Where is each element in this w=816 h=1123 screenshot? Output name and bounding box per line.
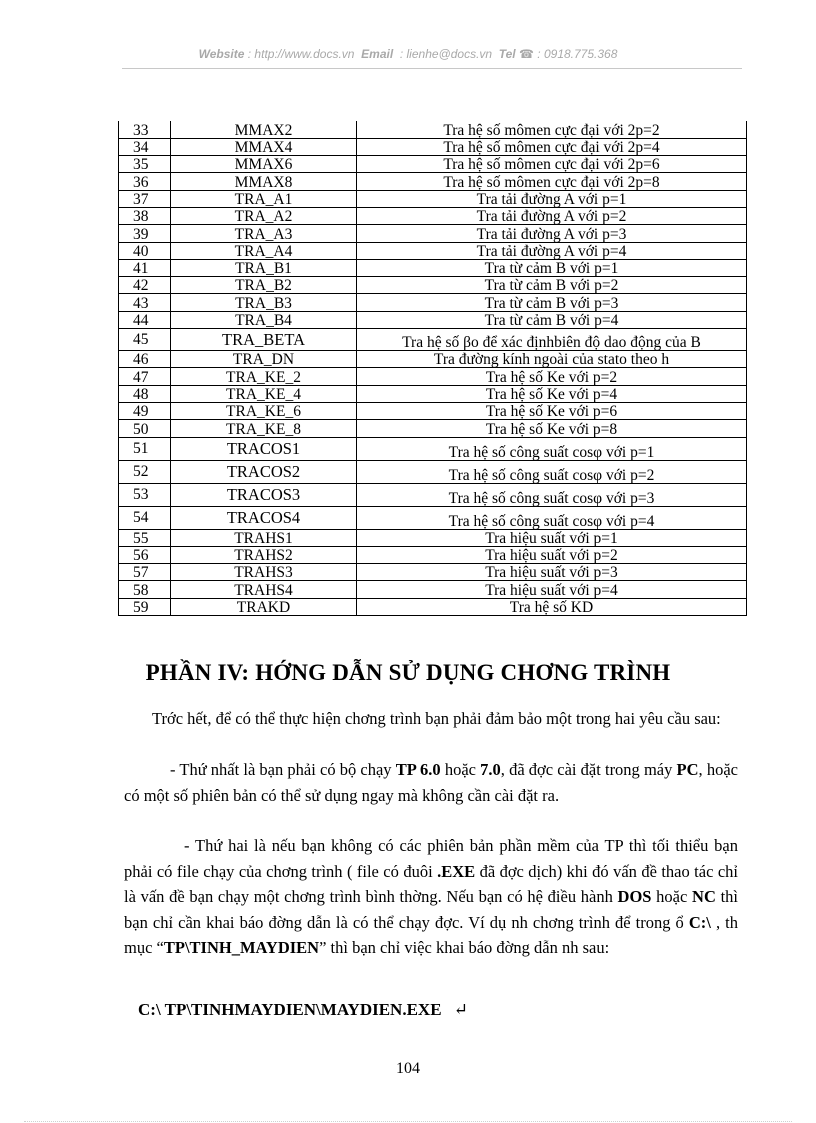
row-number: 37 [119, 190, 171, 207]
table-row [119, 546, 747, 563]
function-description: Tra hệ số mômen cực đại với 2p=8 [357, 173, 747, 190]
function-table [118, 121, 747, 616]
table-row [119, 368, 747, 385]
row-number: 58 [119, 581, 171, 598]
page-number: 104 [396, 1060, 420, 1077]
function-name: MMAX8 [171, 173, 357, 190]
row-number: 57 [119, 564, 171, 581]
function-name: MMAX6 [171, 156, 357, 173]
function-description: Tra tải đường A với p=2 [357, 207, 747, 224]
function-name: TRA_KE_8 [171, 420, 357, 437]
function-description: Tra từ cảm B với p=4 [357, 311, 747, 328]
function-description: Tra tải đường A với p=4 [357, 242, 747, 259]
function-name: TRA_A3 [171, 225, 357, 242]
function-description: Tra đường kính ngoài của stato theo h [357, 351, 747, 368]
function-name: TRA_KE_4 [171, 385, 357, 402]
function-description: Tra hệ số công suất cosφ với p=3 [357, 483, 747, 506]
function-description: Tra hiệu suất với p=1 [357, 529, 747, 546]
req2-text-c: hoặc [651, 887, 693, 906]
function-name: TRA_B4 [171, 311, 357, 328]
function-description: Tra hệ số Ke với p=8 [357, 420, 747, 437]
header-divider [122, 68, 742, 69]
function-description: Tra hệ số KD [357, 598, 747, 615]
table-row [119, 277, 747, 294]
table-row [119, 242, 747, 259]
req1-pc: PC [676, 760, 699, 779]
table-row [119, 598, 747, 615]
function-description: Tra tải đường A với p=1 [357, 190, 747, 207]
row-number: 47 [119, 368, 171, 385]
function-name: TRAHS1 [171, 529, 357, 546]
function-description: Tra hệ số Ke với p=2 [357, 368, 747, 385]
tel-label: Tel [498, 47, 516, 61]
table-row [119, 460, 747, 483]
row-number: 48 [119, 385, 171, 402]
table-row [119, 190, 747, 207]
function-description: Tra hệ số Ke với p=6 [357, 402, 747, 419]
table-row [119, 529, 747, 546]
function-description: Tra từ cảm B với p=3 [357, 294, 747, 311]
req2-text-f: ” thì bạn chỉ việc khai báo đờng dẫn nh sau: [319, 938, 610, 957]
row-number: 35 [119, 156, 171, 173]
table-row [119, 207, 747, 224]
req2-text-e: , th mục “ [124, 912, 738, 957]
intro-text: Trớc hết, để có thể thực hiện chơng trình bạn phải đảm bảo một trong hai yêu cầu sau: [152, 709, 721, 728]
table-row [119, 564, 747, 581]
row-number: 39 [119, 225, 171, 242]
row-number: 42 [119, 277, 171, 294]
function-description: Tra tải đường A với p=3 [357, 225, 747, 242]
function-name: TRAHS3 [171, 564, 357, 581]
row-number: 43 [119, 294, 171, 311]
requirement-1-paragraph [124, 757, 738, 808]
function-description: Tra hệ số βo để xác địnhbiên độ dao động của B [357, 329, 747, 351]
row-number: 55 [119, 529, 171, 546]
table-row [119, 329, 747, 351]
row-number: 36 [119, 173, 171, 190]
function-description: Tra hệ số công suất cosφ với p=2 [357, 460, 747, 483]
function-description: Tra hiệu suất với p=2 [357, 546, 747, 563]
phone-icon: ☎ [519, 47, 534, 61]
row-number: 40 [119, 242, 171, 259]
table-row [119, 351, 747, 368]
path-text: C:\ TP\TINHMAYDIEN\MAYDIEN.EXE [138, 1000, 442, 1019]
req2-drive: C:\ [688, 912, 711, 932]
enter-key-icon: ↵ [453, 1000, 469, 1019]
table-row [119, 506, 747, 529]
function-description: Tra hệ số mômen cực đại với 2p=6 [357, 156, 747, 173]
function-name: TRAHS2 [171, 546, 357, 563]
website-label: Website [198, 47, 245, 61]
function-name: TRACOS2 [171, 460, 357, 483]
table-row [119, 121, 747, 138]
row-number: 50 [119, 420, 171, 437]
tel-value: : 0918.775.368 [537, 47, 618, 61]
table-row [119, 138, 747, 155]
row-number: 45 [119, 329, 171, 351]
table-row [119, 225, 747, 242]
req1-tp-version: TP 6.0 [395, 760, 441, 779]
function-name: TRAHS4 [171, 581, 357, 598]
row-number: 54 [119, 506, 171, 529]
req1-text-b: hoặc [440, 760, 481, 779]
table-row [119, 483, 747, 506]
function-name: TRA_A2 [171, 207, 357, 224]
table-row [119, 420, 747, 437]
function-name: TRA_B2 [171, 277, 357, 294]
req2-text-a: - Thứ hai là nếu bạn không có các phiên bản phần mềm của TP thì tối thiểu bạn phải có file chạy của chơng trình ( file có đuôi [124, 836, 738, 881]
function-description: Tra từ cảm B với p=1 [357, 259, 747, 276]
function-name: MMAX4 [171, 138, 357, 155]
function-name: TRAKD [171, 598, 357, 615]
row-number: 52 [119, 460, 171, 483]
function-name: TRACOS4 [171, 506, 357, 529]
req2-text-b: đã đợc dịch) khi đó vấn đề thao tác chỉ là vấn đề bạn chạy một chơng trình bình thờng. Nếu bạn có hệ điều hành [124, 861, 738, 906]
function-name: TRACOS3 [171, 483, 357, 506]
website-url[interactable]: : http://www.docs.vn [247, 47, 355, 61]
row-number: 34 [119, 138, 171, 155]
table-row [119, 173, 747, 190]
function-name: TRA_KE_2 [171, 368, 357, 385]
function-name: TRA_KE_6 [171, 402, 357, 419]
function-name: TRA_A1 [171, 190, 357, 207]
function-description: Tra hệ số công suất cosφ với p=1 [357, 437, 747, 460]
intro-paragraph [124, 706, 738, 732]
row-number: 59 [119, 598, 171, 615]
footer-divider [24, 1121, 792, 1122]
req1-tp-version-2: 7.0 [480, 760, 501, 779]
table-row [119, 581, 747, 598]
function-description: Tra từ cảm B với p=2 [357, 277, 747, 294]
function-name: TRA_A4 [171, 242, 357, 259]
row-number: 49 [119, 402, 171, 419]
req1-text-a: - Thứ nhất là bạn phải có bộ chạy [170, 760, 396, 779]
row-number: 51 [119, 437, 171, 460]
table-row [119, 385, 747, 402]
function-name: TRA_DN [171, 351, 357, 368]
table-row [119, 311, 747, 328]
row-number: 46 [119, 351, 171, 368]
row-number: 53 [119, 483, 171, 506]
email-value[interactable]: : lienhe@docs.vn [399, 47, 493, 61]
function-description: Tra hệ số Ke với p=4 [357, 385, 747, 402]
req2-nc: NC [692, 887, 716, 906]
req2-text-d: thì bạn chỉ cần khai báo đờng dẫn là có thể chạy đợc. Ví dụ nh chơng trình để trong ổ [124, 887, 738, 932]
table-row [119, 156, 747, 173]
function-description: Tra hệ số mômen cực đại với 2p=2 [357, 121, 747, 138]
table-row [119, 294, 747, 311]
function-name: TRA_BETA [171, 329, 357, 351]
website-header [0, 47, 816, 61]
function-description: Tra hệ số mômen cực đại với 2p=4 [357, 138, 747, 155]
req2-exe: .EXE [437, 861, 476, 881]
section-title: PHẦN IV: HỚNG DẪN SỬ DỤNG CHƠNG TRÌNH [145, 660, 671, 685]
row-number: 44 [119, 311, 171, 328]
row-number: 41 [119, 259, 171, 276]
table-row [119, 437, 747, 460]
function-name: TRACOS1 [171, 437, 357, 460]
requirement-2-paragraph [124, 833, 738, 961]
function-description: Tra hiệu suất với p=4 [357, 581, 747, 598]
table-row [119, 259, 747, 276]
path-example [138, 1000, 468, 1020]
row-number: 38 [119, 207, 171, 224]
function-name: TRA_B3 [171, 294, 357, 311]
function-name: TRA_B1 [171, 259, 357, 276]
row-number: 56 [119, 546, 171, 563]
function-table-body [119, 121, 747, 616]
req2-folder: TP\TINH_MAYDIEN [163, 938, 320, 957]
req1-text-c: , đã đợc cài đặt trong máy [500, 760, 677, 779]
function-description: Tra hiệu suất với p=3 [357, 564, 747, 581]
function-description: Tra hệ số công suất cosφ với p=4 [357, 506, 747, 529]
email-label: Email [361, 47, 394, 61]
req1-text-d: , hoặc có một số phiên bản có thể sử dụng ngay mà không cần cài đặt ra. [124, 760, 738, 805]
function-name: MMAX2 [171, 121, 357, 138]
req2-dos: DOS [617, 887, 652, 906]
row-number: 33 [119, 121, 171, 138]
table-row [119, 402, 747, 419]
